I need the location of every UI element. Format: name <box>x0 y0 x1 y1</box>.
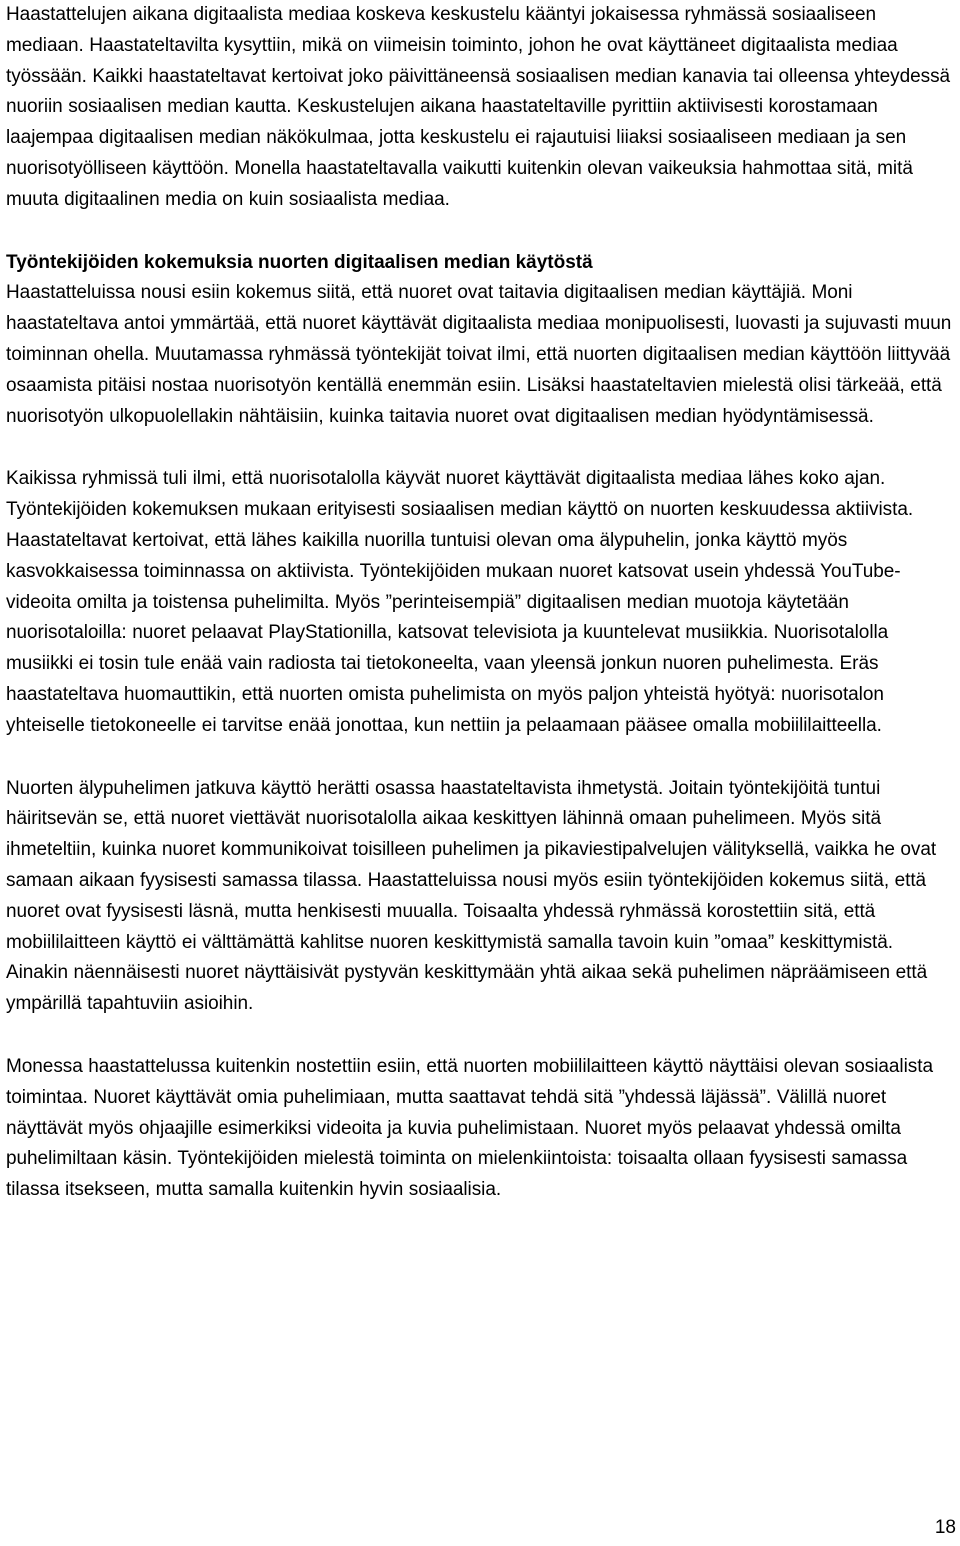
paragraph-youth-skills: Haastatteluissa nousi esiin kokemus siitä, että nuoret ovat taitavia digitaalisen median käyttäjiä. Moni haastateltava antoi ymmärtää, että nuoret käyttävät digitaalista mediaa monipuolisesti, luovasti ja sujuvasti muun toiminnan ohella. Muutamassa ryhmässä työntekijät toivat ilmi, että nuorten digitaalisen median käyttöön liittyvää osaamista pitäisi nostaa nuorisotyön kentällä enemmän esiin. Lisäksi haastateltavien mielestä olisi tärkeää, että nuorisotyön ulkopuolellakin nähtäisiin, kuinka taitavia nuoret ovat digitaalisen median hyödyntämisessä. <box>6 282 952 427</box>
paragraph-smartphone-wonder: Nuorten älypuhelimen jatkuva käyttö herätti osassa haastateltavista ihmetystä. Joitain työntekijöitä tuntui häiritsevän se, että nuoret viettävät nuorisotalolla aikaa keskittyen lähinnä omaan puhelimeen. Myös sitä ihmeteltiin, kuinka nuoret kommunikoivat toisilleen puhelimen ja pikaviestipalvelujen välityksellä, vaikka he ovat samaan aikaan fyysisesti samassa tilassa. Haastatteluissa nousi myös esiin työntekijöiden kokemus siitä, että nuoret ovat fyysisesti läsnä, mutta henkisesti muualla. Toisaalta yhdessä ryhmässä korostettiin sitä, että mobiililaitteen käyttö ei välttämättä kahlitse nuoren keskittymistä samalla tavoin kuin ”omaa” keskittymistä. Ainakin näennäisesti nuoret näyttäisivät pystyvän keskittymään yhtä aikaa sekä puhelimen näpräämiseen että ympärillä tapahtuviin asioihin. <box>6 777 937 1015</box>
paragraph-social-media-discussion: Haastattelujen aikana digitaalista mediaa koskeva keskustelu kääntyi jokaisessa ryhmässä sosiaaliseen mediaan. Haastateltavilta kysyttiin, mikä on viimeisin toiminto, johon he ovat käyttäneet digitaalista mediaa työssään. Kaikki haastateltavat kertoivat joko päivittäneensä sosiaalisen median kanavia tai olleensa yhteydessä nuoriin sosiaalisen median kautta. Keskustelujen aikana haastateltaville pyrittiin aktiivisesti korostamaan laajempaa digitaalisen median näkökulmaa, jotta keskustelu ei rajautuisi liiaksi sosiaaliseen mediaan ja sen nuorisotyölliseen käyttöön. Monella haastateltavalla vaikutti kuitenkin olevan vaikeuksia hahmottaa sitä, mitä muuta digitaalinen media on kuin sosiaalista mediaa. <box>6 4 951 210</box>
paragraph-spacer <box>6 432 958 464</box>
section-heading: Työntekijöiden kokemuksia nuorten digitaalisen median käytöstä <box>6 251 593 273</box>
paragraph-social-activity: Monessa haastattelussa kuitenkin nostettiin esiin, että nuorten mobiililaitteen käyttö näyttäisi olevan sosiaalista toimintaa. Nuoret käyttävät omia puhelimiaan, mutta saattavat tehdä sitä ”yhdessä läjässä”. Välillä nuoret näyttävät myös ohjaajille esimerkiksi videoita ja kuvia puhelimistaan. Nuoret myös pelaavat yhdessä omilta puhelimiltaan käsin. Työntekijöiden mielestä toiminta on mielenkiintoista: toisaalta ollaan fyysisesti samassa tilassa itsekseen, mutta samalla kuitenkin hyvin sosiaalisia. <box>6 1055 933 1201</box>
paragraph-spacer <box>6 216 958 248</box>
page-number: 18 <box>934 1517 956 1538</box>
paragraph-spacer <box>6 1020 958 1052</box>
paragraph-spacer <box>6 742 958 774</box>
document-page <box>6 0 958 1206</box>
paragraph-youth-media-use: Kaikissa ryhmissä tuli ilmi, että nuorisotalolla käyvät nuoret käyttävät digitaalista mediaa lähes koko ajan. Työntekijöiden kokemuksen mukaan erityisesti sosiaalisen median käyttö on nuorten keskuudessa aktiivista. Haastateltavat kertoivat, että lähes kaikilla nuorilla tuntuisi olevan oma älypuhelin, jonka käyttö myös kasvokkaisessa toiminnassa on aktiivista. Työntekijöiden mukaan nuoret katsovat usein yhdessä YouTube-videoita omilta ja toistensa puhelimilta. Myös ”perinteisempiä” digitaalisen median muotoja käytetään nuorisotaloilla: nuoret pelaavat PlayStationilla, katsovat televisiota ja kuuntelevat musiikkia. Nuorisotalolla musiikki ei tosin tule enää vain radiosta tai tietokoneelta, vaan yleensä jonkun nuoren puhelimesta. Eräs haastateltava huomauttikin, että nuorten omista puhelimista on myös paljon yhteistä hyötyä: nuorisotalon yhteiselle tietokoneelle ei tarvitse enää jonottaa, kun nettiin ja pelaamaan pääsee omalla mobiililaitteella. <box>6 468 914 736</box>
